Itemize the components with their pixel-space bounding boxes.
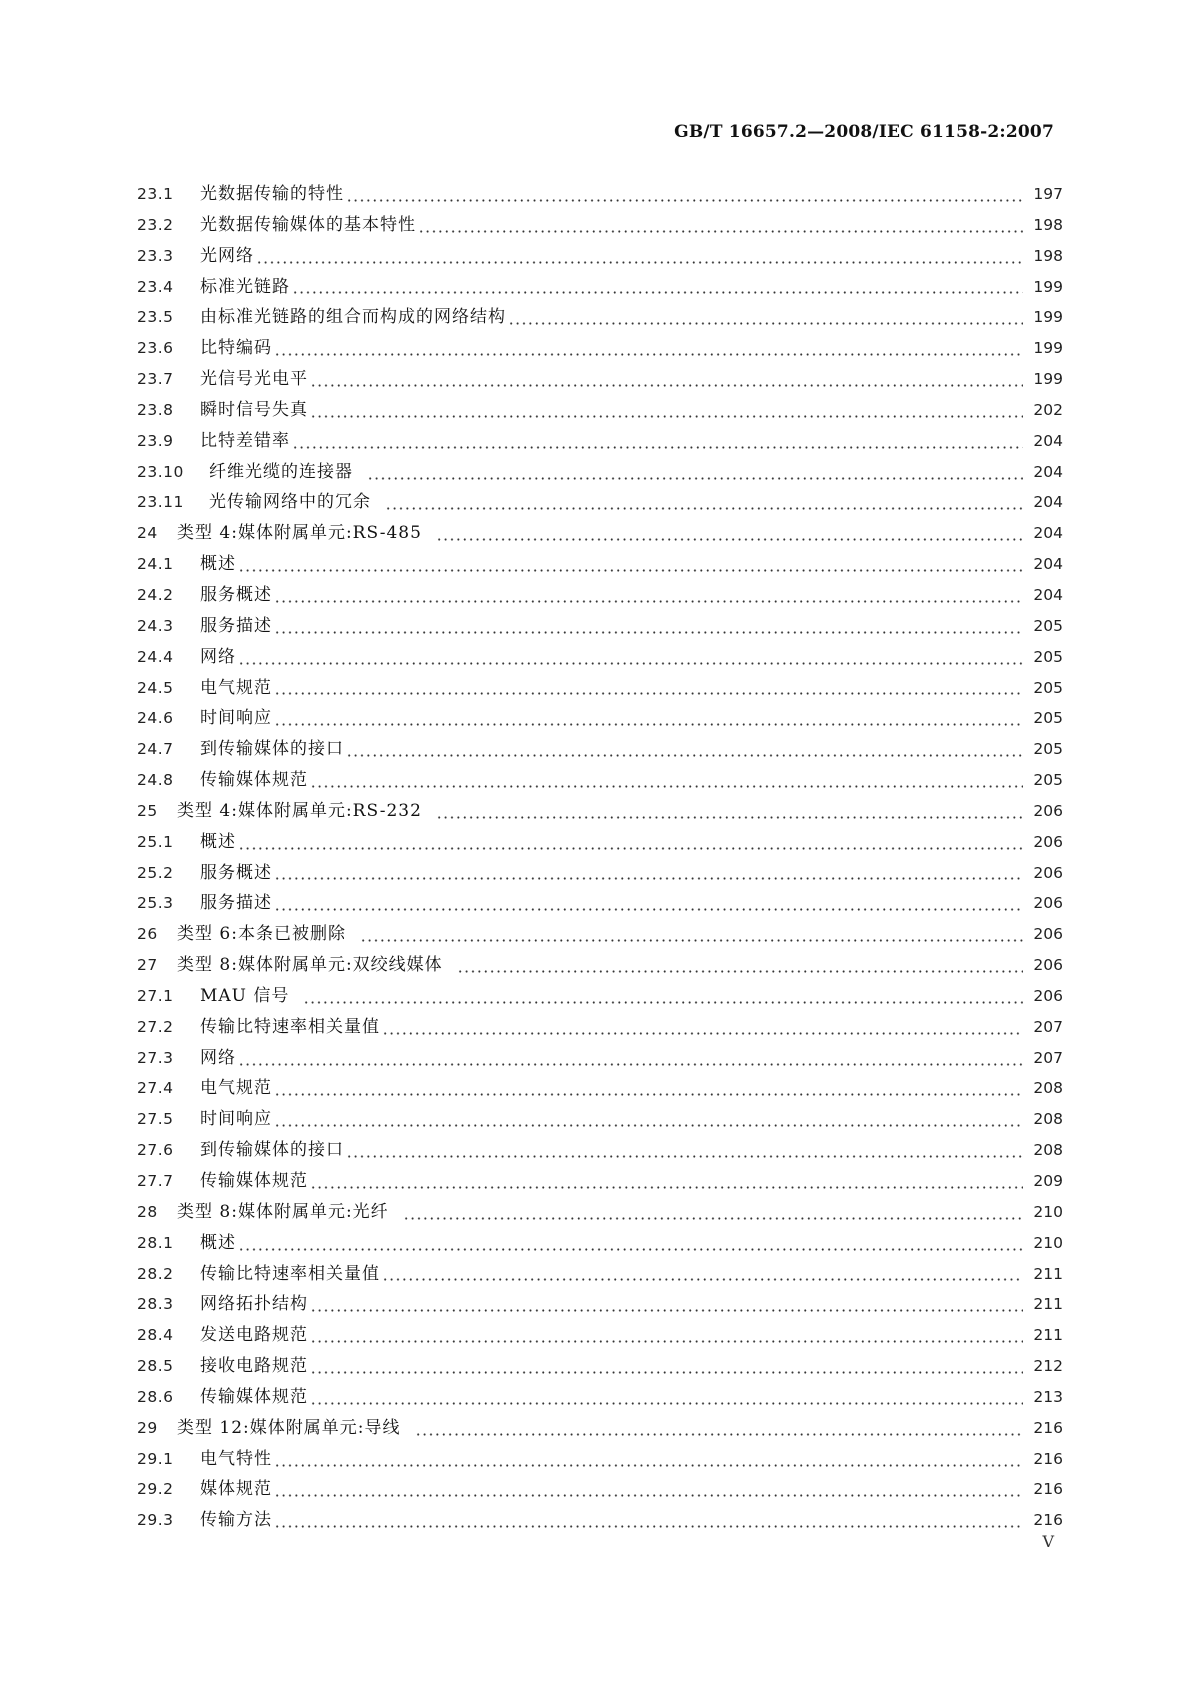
table-of-contents [137, 179, 1063, 1536]
toc-entry-page: 206 [1033, 894, 1063, 913]
toc-entry-number: 29 [137, 1418, 158, 1437]
toc-entry-title[interactable]: 传输方法 [200, 1510, 272, 1531]
toc-entry[interactable] [137, 1259, 1063, 1290]
toc-dot-leader [346, 1155, 1023, 1158]
toc-entry-title[interactable]: 电气规范 [200, 1078, 272, 1099]
toc-entry[interactable] [137, 796, 1063, 827]
toc-entry-number: 24.1 [137, 555, 174, 574]
toc-entry-number: 23.6 [137, 339, 174, 358]
toc-entry-page: 212 [1033, 1357, 1063, 1376]
toc-entry-page: 209 [1033, 1172, 1063, 1190]
toc-entry[interactable] [137, 765, 1063, 796]
toc-entry-number: 28.2 [137, 1264, 174, 1283]
toc-entry-title[interactable]: 比特差错率 [200, 430, 290, 451]
toc-entry-page: 206 [1033, 801, 1063, 820]
toc-dot-leader [274, 1464, 1023, 1467]
toc-dot-leader [346, 754, 1023, 757]
toc-dot-leader [274, 908, 1023, 911]
toc-entry-page: 216 [1033, 1418, 1063, 1437]
toc-entry-page: 199 [1033, 339, 1063, 358]
toc-dot-leader [403, 1217, 1023, 1220]
toc-entry-title[interactable]: 传输媒体规范 [200, 770, 308, 791]
toc-entry[interactable] [137, 487, 1063, 518]
toc-entry-title[interactable]: 概述 [200, 554, 236, 575]
toc-entry[interactable] [137, 210, 1063, 241]
toc-entry-number: 25.3 [137, 894, 174, 913]
toc-dot-leader [274, 600, 1023, 603]
toc-entry-page: 206 [1033, 956, 1063, 975]
toc-entry-number: 28 [137, 1202, 158, 1221]
toc-entry-number: 27.5 [137, 1110, 174, 1129]
toc-entry-title[interactable]: 服务概述 [200, 862, 272, 883]
toc-entry-title[interactable]: 电气规范 [200, 677, 272, 698]
toc-entry-title[interactable]: 瞬时信号失真 [200, 399, 308, 420]
toc-entry-title[interactable]: 光信号光电平 [200, 369, 308, 390]
toc-dot-leader [436, 816, 1023, 819]
toc-entry-title[interactable]: 由标准光链路的组合而构成的网络结构 [200, 307, 506, 328]
toc-entry-title[interactable]: 光数据传输的特性 [200, 184, 344, 204]
toc-entry-title[interactable]: 类型 4:媒体附属单元:RS-485 [177, 523, 422, 544]
toc-entry-page: 199 [1033, 277, 1063, 296]
toc-entry-page: 204 [1033, 431, 1063, 450]
toc-dot-leader [303, 1001, 1023, 1004]
toc-dot-leader [274, 1525, 1023, 1528]
toc-entry-number: 26 [137, 925, 158, 944]
toc-entry-page: 216 [1033, 1449, 1063, 1468]
toc-entry[interactable] [137, 1104, 1063, 1135]
toc-entry-page: 198 [1033, 215, 1063, 234]
toc-entry-number: 24 [137, 524, 158, 543]
toc-entry-title[interactable]: 标准光链路 [200, 276, 290, 297]
toc-entry-title[interactable]: 光网络 [200, 245, 254, 266]
toc-entry-page: 197 [1033, 185, 1063, 203]
toc-entry-number: 28.4 [137, 1326, 174, 1345]
toc-entry[interactable] [137, 1320, 1063, 1351]
toc-entry-number: 23.8 [137, 400, 174, 419]
toc-dot-leader [238, 662, 1023, 665]
toc-dot-leader [346, 199, 1023, 202]
toc-entry-title[interactable]: 到传输媒体的接口 [200, 1140, 344, 1161]
toc-entry[interactable] [137, 673, 1063, 704]
toc-entry[interactable] [137, 827, 1063, 858]
toc-entry-number: 25 [137, 801, 158, 820]
toc-entry-title[interactable]: 类型 4:媒体附属单元:RS-232 [177, 800, 422, 821]
toc-entry[interactable] [137, 1043, 1063, 1074]
toc-entry-title[interactable]: 发送电路规范 [200, 1325, 308, 1346]
toc-dot-leader [436, 538, 1023, 541]
toc-entry[interactable] [137, 395, 1063, 426]
toc-entry-title[interactable]: 光数据传输媒体的基本特性 [200, 214, 416, 235]
toc-entry[interactable] [137, 1166, 1063, 1197]
toc-entry-page: 205 [1033, 740, 1063, 759]
toc-entry-page: 205 [1033, 616, 1063, 635]
toc-entry-page: 210 [1033, 1202, 1063, 1221]
toc-dot-leader [292, 446, 1023, 449]
toc-entry-title[interactable]: 类型 12:媒体附属单元:导线 [177, 1417, 401, 1438]
toc-entry-number: 27.4 [137, 1079, 174, 1098]
toc-entry-page: 202 [1033, 400, 1063, 419]
toc-entry[interactable] [137, 1135, 1063, 1166]
toc-dot-leader [256, 261, 1023, 264]
toc-entry-page: 210 [1033, 1233, 1063, 1252]
toc-dot-leader [310, 415, 1023, 418]
toc-entry-page: 213 [1033, 1387, 1063, 1406]
toc-dot-leader [274, 692, 1023, 695]
toc-entry[interactable] [137, 241, 1063, 272]
toc-entry[interactable] [137, 426, 1063, 457]
toc-entry-page: 205 [1033, 709, 1063, 728]
toc-entry[interactable] [137, 457, 1063, 488]
toc-dot-leader [238, 569, 1023, 572]
toc-entry-number: 25.1 [137, 832, 174, 851]
toc-entry[interactable] [137, 1444, 1063, 1475]
toc-entry[interactable] [137, 272, 1063, 303]
toc-entry[interactable] [137, 858, 1063, 889]
toc-entry-number: 28.6 [137, 1387, 174, 1406]
toc-entry-number: 27.1 [137, 986, 174, 1005]
toc-entry-title[interactable]: 传输媒体规范 [200, 1386, 308, 1407]
toc-dot-leader [418, 230, 1023, 233]
toc-entry-page: 206 [1033, 863, 1063, 882]
toc-entry[interactable] [137, 981, 1063, 1012]
toc-entry[interactable] [137, 642, 1063, 673]
toc-entry-title[interactable]: 类型 8:媒体附属单元:光纤 [177, 1201, 389, 1222]
toc-entry-page: 208 [1033, 1141, 1063, 1160]
toc-entry-title[interactable]: 比特编码 [200, 338, 272, 359]
toc-dot-leader [415, 1433, 1024, 1436]
toc-entry-page: 199 [1033, 308, 1063, 327]
toc-dot-leader [274, 631, 1023, 634]
toc-entry[interactable] [137, 364, 1063, 395]
toc-dot-leader [274, 723, 1023, 726]
toc-entry[interactable] [137, 1505, 1063, 1536]
toc-entry-number: 23.3 [137, 246, 174, 265]
toc-entry-number: 23.7 [137, 370, 174, 389]
toc-dot-leader [274, 1124, 1023, 1127]
toc-entry-number: 23.1 [137, 185, 174, 203]
toc-entry-page: 207 [1033, 1017, 1063, 1036]
toc-entry-title[interactable]: 媒体规范 [200, 1479, 272, 1500]
toc-entry-page: 204 [1033, 524, 1063, 543]
toc-entry-number: 23.4 [137, 277, 174, 296]
toc-entry-page: 204 [1033, 555, 1063, 574]
toc-dot-leader [310, 1371, 1023, 1374]
toc-entry-title[interactable]: 服务概述 [200, 584, 272, 605]
toc-entry-title[interactable]: 电气特性 [200, 1448, 272, 1469]
toc-entry-number: 28.5 [137, 1357, 174, 1376]
toc-entry-number: 29.1 [137, 1449, 174, 1468]
toc-entry-number: 24.6 [137, 709, 174, 728]
toc-entry-page: 206 [1033, 986, 1063, 1005]
toc-entry[interactable] [137, 333, 1063, 364]
toc-entry[interactable] [137, 518, 1063, 549]
toc-dot-leader [310, 384, 1023, 387]
toc-entry[interactable] [137, 919, 1063, 950]
toc-entry[interactable] [137, 1012, 1063, 1043]
toc-entry-title[interactable]: 纤维光缆的连接器 [209, 461, 353, 482]
toc-dot-leader [238, 1248, 1023, 1251]
toc-dot-leader [274, 1494, 1023, 1497]
toc-entry-number: 28.1 [137, 1233, 174, 1252]
toc-entry-number: 24.4 [137, 647, 174, 666]
toc-entry-number: 24.8 [137, 771, 174, 790]
toc-dot-leader [274, 877, 1023, 880]
toc-entry[interactable] [137, 703, 1063, 734]
toc-entry-title[interactable]: 类型 8:媒体附属单元:双绞线媒体 [177, 955, 443, 976]
toc-entry[interactable] [137, 1474, 1063, 1505]
document-header: GB/T 16657.2—2008/IEC 61158-2:2007 [674, 122, 1054, 142]
toc-entry-title[interactable]: 服务描述 [200, 615, 272, 636]
toc-dot-leader [310, 1186, 1023, 1189]
toc-entry-number: 24.5 [137, 678, 174, 697]
toc-entry-title[interactable]: 服务描述 [200, 893, 272, 914]
toc-dot-leader [238, 847, 1023, 850]
toc-entry-number: 23.10 [137, 462, 184, 481]
toc-entry[interactable] [137, 734, 1063, 765]
toc-entry-title[interactable]: 光传输网络中的冗余 [209, 492, 371, 513]
toc-entry-title[interactable]: 网络 [200, 1047, 236, 1068]
toc-dot-leader [385, 507, 1023, 510]
toc-dot-leader [360, 939, 1023, 942]
page-number: V [1042, 1532, 1054, 1551]
toc-entry-title[interactable]: 时间响应 [200, 708, 272, 729]
toc-entry-number: 27.3 [137, 1048, 174, 1067]
toc-dot-leader [292, 291, 1023, 294]
toc-entry-page: 208 [1033, 1110, 1063, 1129]
toc-entry-page: 207 [1033, 1048, 1063, 1067]
toc-entry-page: 199 [1033, 370, 1063, 389]
toc-entry-page: 206 [1033, 925, 1063, 944]
toc-entry-page: 211 [1033, 1264, 1063, 1283]
toc-entry-page: 211 [1033, 1326, 1063, 1345]
toc-dot-leader [274, 353, 1023, 356]
toc-entry-page: 204 [1033, 462, 1063, 481]
toc-entry-number: 27 [137, 956, 158, 975]
toc-entry-title[interactable]: 到传输媒体的接口 [200, 739, 344, 760]
toc-dot-leader [457, 970, 1023, 973]
toc-entry[interactable] [137, 1289, 1063, 1320]
toc-dot-leader [238, 1063, 1023, 1066]
toc-dot-leader [367, 477, 1023, 480]
toc-entry-title[interactable]: 概述 [200, 831, 236, 852]
toc-dot-leader [274, 1093, 1023, 1096]
toc-entry-title[interactable]: 接收电路规范 [200, 1356, 308, 1377]
toc-entry-page: 204 [1033, 493, 1063, 512]
toc-entry-number: 27.7 [137, 1172, 174, 1190]
toc-entry-title[interactable]: 传输媒体规范 [200, 1171, 308, 1191]
toc-entry-number: 23.9 [137, 431, 174, 450]
toc-dot-leader [508, 322, 1023, 325]
toc-entry[interactable] [137, 1073, 1063, 1104]
toc-entry[interactable] [137, 611, 1063, 642]
toc-entry[interactable] [137, 1413, 1063, 1444]
toc-entry-title[interactable]: 网络 [200, 646, 236, 667]
toc-entry-number: 24.2 [137, 585, 174, 604]
toc-entry[interactable] [137, 1382, 1063, 1413]
toc-entry-page: 205 [1033, 678, 1063, 697]
toc-entry[interactable] [137, 1351, 1063, 1382]
toc-dot-leader [382, 1278, 1023, 1281]
toc-entry-page: 205 [1033, 647, 1063, 666]
toc-entry-title[interactable]: 网络拓扑结构 [200, 1294, 308, 1315]
toc-entry-title[interactable]: MAU 信号 [200, 985, 290, 1006]
toc-entry-page: 206 [1033, 832, 1063, 851]
toc-entry-number: 24.3 [137, 616, 174, 635]
toc-entry[interactable] [137, 549, 1063, 580]
toc-entry-number: 24.7 [137, 740, 174, 759]
toc-entry-number: 23.2 [137, 215, 174, 234]
toc-entry-title[interactable]: 概述 [200, 1232, 236, 1253]
toc-entry-number: 23.5 [137, 308, 174, 327]
toc-entry-page: 208 [1033, 1079, 1063, 1098]
toc-entry[interactable] [137, 888, 1063, 919]
toc-dot-leader [310, 1309, 1023, 1312]
toc-dot-leader [310, 785, 1023, 788]
toc-entry-page: 211 [1033, 1295, 1063, 1314]
toc-entry-page: 216 [1033, 1480, 1063, 1499]
toc-entry-title[interactable]: 传输比特速率相关量值 [200, 1263, 380, 1284]
toc-entry[interactable] [137, 580, 1063, 611]
toc-entry[interactable] [137, 1228, 1063, 1259]
toc-entry-page: 204 [1033, 585, 1063, 604]
toc-entry[interactable] [137, 950, 1063, 981]
toc-entry[interactable] [137, 179, 1063, 210]
toc-entry-number: 23.11 [137, 493, 184, 512]
toc-entry-title[interactable]: 传输比特速率相关量值 [200, 1016, 380, 1037]
toc-entry-number: 29.2 [137, 1480, 174, 1499]
toc-dot-leader [310, 1340, 1023, 1343]
toc-entry-number: 25.2 [137, 863, 174, 882]
toc-entry-title[interactable]: 时间响应 [200, 1109, 272, 1130]
toc-entry-page: 205 [1033, 771, 1063, 790]
toc-entry-page: 198 [1033, 246, 1063, 265]
toc-dot-leader [310, 1402, 1023, 1405]
toc-entry-number: 29.3 [137, 1511, 174, 1530]
toc-entry[interactable] [137, 1197, 1063, 1228]
toc-entry-number: 27.2 [137, 1017, 174, 1036]
toc-entry-number: 28.3 [137, 1295, 174, 1314]
toc-dot-leader [382, 1032, 1023, 1035]
toc-entry-title[interactable]: 类型 6:本条已被删除 [177, 924, 346, 945]
toc-entry-page: 216 [1033, 1511, 1063, 1530]
toc-entry[interactable] [137, 302, 1063, 333]
toc-entry-number: 27.6 [137, 1141, 174, 1160]
